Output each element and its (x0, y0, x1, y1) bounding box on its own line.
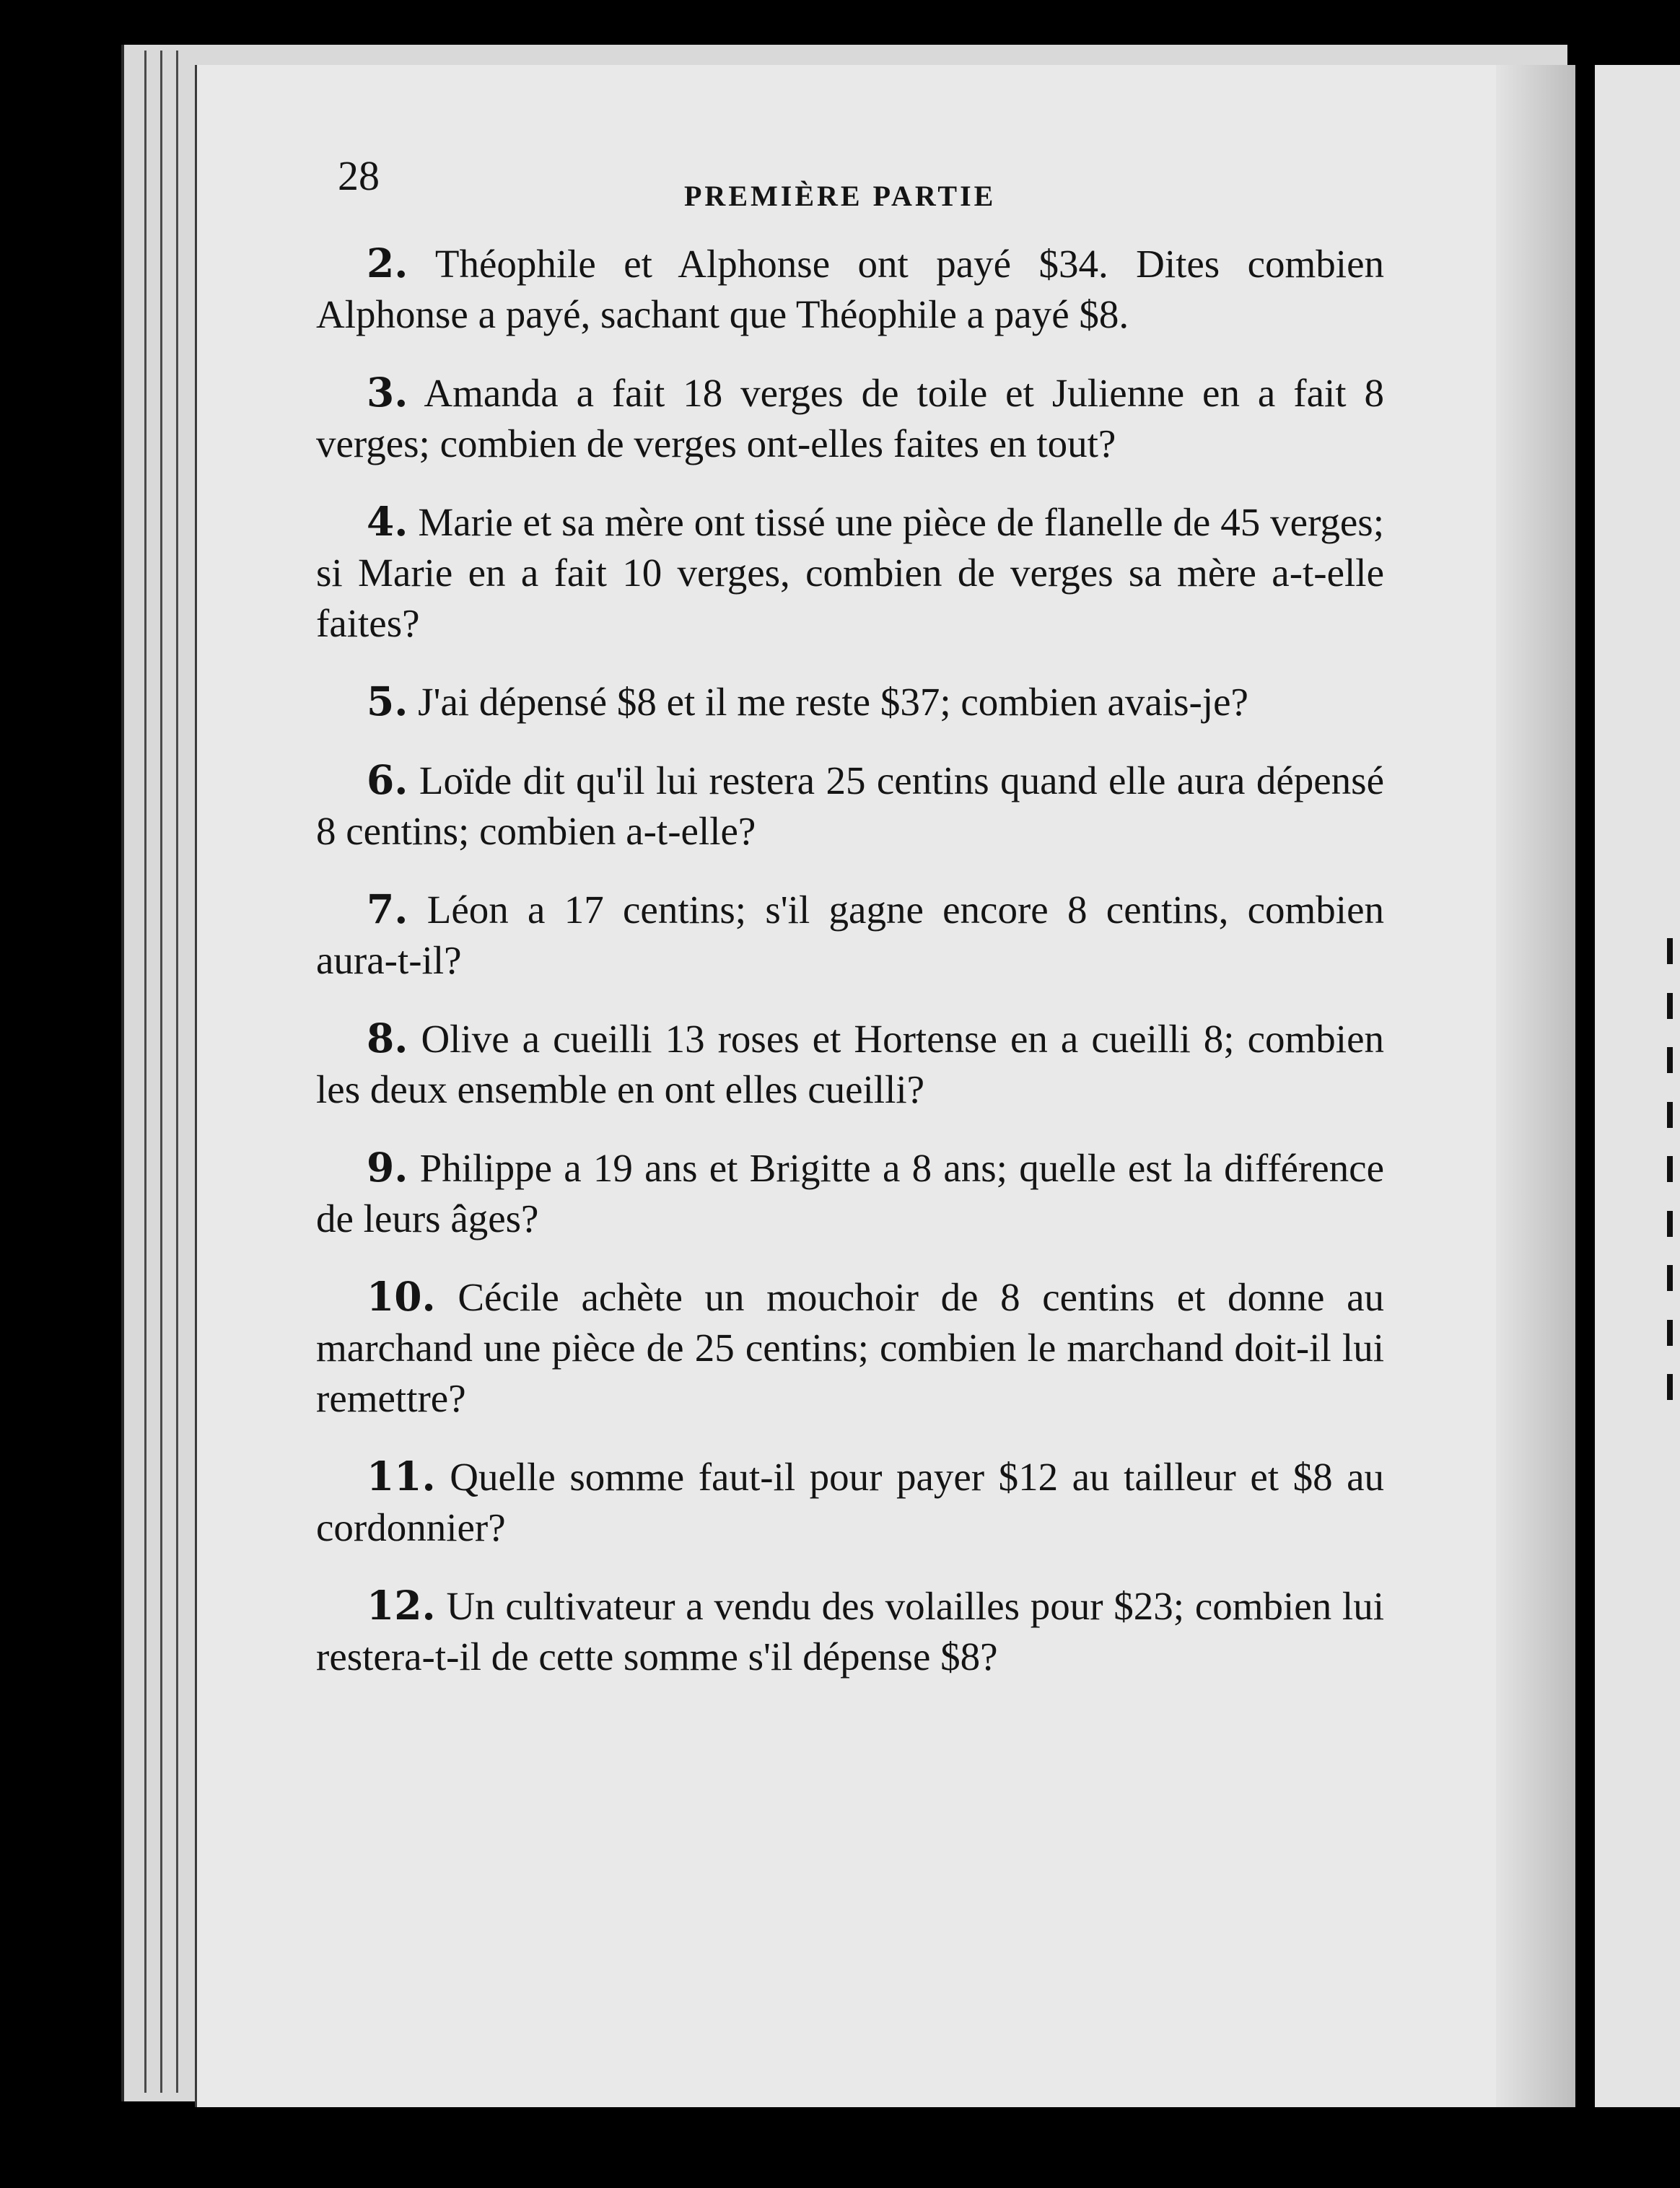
problem-item (316, 884, 1384, 986)
problem-text: Amanda a fait 18 verges de toile et Julienne en a fait 8 verges; combien de verges ont-elles faites en tout? (316, 371, 1384, 465)
problem-item (316, 367, 1384, 469)
problem-number: 10. (367, 1273, 436, 1320)
problem-number: 6. (367, 756, 408, 803)
problem-number: 9. (367, 1144, 408, 1191)
problem-text: Philippe a 19 ans et Brigitte a 8 ans; quelle est la différence de leurs âges? (316, 1146, 1385, 1240)
facing-page-mark (1667, 1265, 1673, 1291)
problem-number: 2. (367, 240, 408, 286)
problem-text: Un cultivateur a vendu des volailles pour $23; combien lui restera-t-il de cette somme s'il dépense $8? (316, 1584, 1384, 1679)
facing-page-mark (1667, 938, 1673, 964)
facing-page-mark (1667, 1156, 1673, 1182)
facing-page-marks (1667, 938, 1680, 1400)
problem-number: 3. (367, 369, 408, 416)
problem-text: J'ai dépensé $8 et il me reste $37; combien avais-je? (418, 680, 1248, 724)
facing-page-mark (1667, 1211, 1673, 1237)
problem-item (316, 1142, 1384, 1244)
facing-page-mark (1667, 1047, 1673, 1073)
page-edge (144, 51, 146, 2093)
problem-number: 11. (367, 1453, 436, 1500)
problem-text: Olive a cueilli 13 roses et Hortense en a cueilli 8; combien les deux ensemble en ont elles cueilli? (316, 1017, 1384, 1111)
facing-page-mark (1667, 993, 1673, 1019)
facing-page-mark (1667, 1374, 1673, 1400)
running-head: PREMIÈRE PARTIE (684, 180, 997, 212)
problem-item (316, 238, 1384, 340)
page-edge (176, 51, 178, 2093)
problem-item (316, 496, 1384, 649)
problem-number: 7. (367, 885, 408, 932)
problem-item (316, 676, 1384, 727)
problem-text: Marie et sa mère ont tissé une pièce de flanelle de 45 verges; si Marie en a fait 10 verges, combien de verges sa mère a-t-elle faites? (316, 500, 1384, 645)
page-content (316, 152, 1384, 1710)
problem-item (316, 1451, 1384, 1553)
problem-number: 5. (367, 678, 408, 725)
problem-item (316, 1013, 1384, 1115)
problem-item (316, 755, 1384, 857)
problem-text: Loïde dit qu'il lui restera 25 centins quand elle aura dépensé 8 centins; combien a-t-elle? (316, 758, 1385, 853)
gutter-shadow (1496, 65, 1575, 2107)
problem-number: 4. (367, 498, 408, 545)
facing-page-mark (1667, 1102, 1673, 1128)
problem-text: Cécile achète un mouchoir de 8 centins et donne au marchand une pièce de 25 centins; combien le marchand doit-il lui remettre? (316, 1275, 1384, 1420)
page-edge (160, 51, 162, 2093)
problem-item (316, 1272, 1384, 1424)
problem-text: Théophile et Alphonse ont payé $34. Dites combien Alphonse a payé, sachant que Théophile a payé $8. (316, 242, 1384, 336)
facing-page-mark (1667, 1320, 1673, 1346)
problem-number: 8. (367, 1015, 408, 1062)
problem-number: 12. (367, 1582, 436, 1629)
page-header (316, 152, 1384, 238)
problem-text: Léon a 17 centins; s'il gagne encore 8 centins, combien aura-t-il? (316, 888, 1384, 982)
page-number: 28 (338, 152, 380, 199)
problem-text: Quelle somme faut-il pour payer $12 au tailleur et $8 au cordonnier? (316, 1455, 1385, 1549)
problem-item (316, 1580, 1384, 1682)
